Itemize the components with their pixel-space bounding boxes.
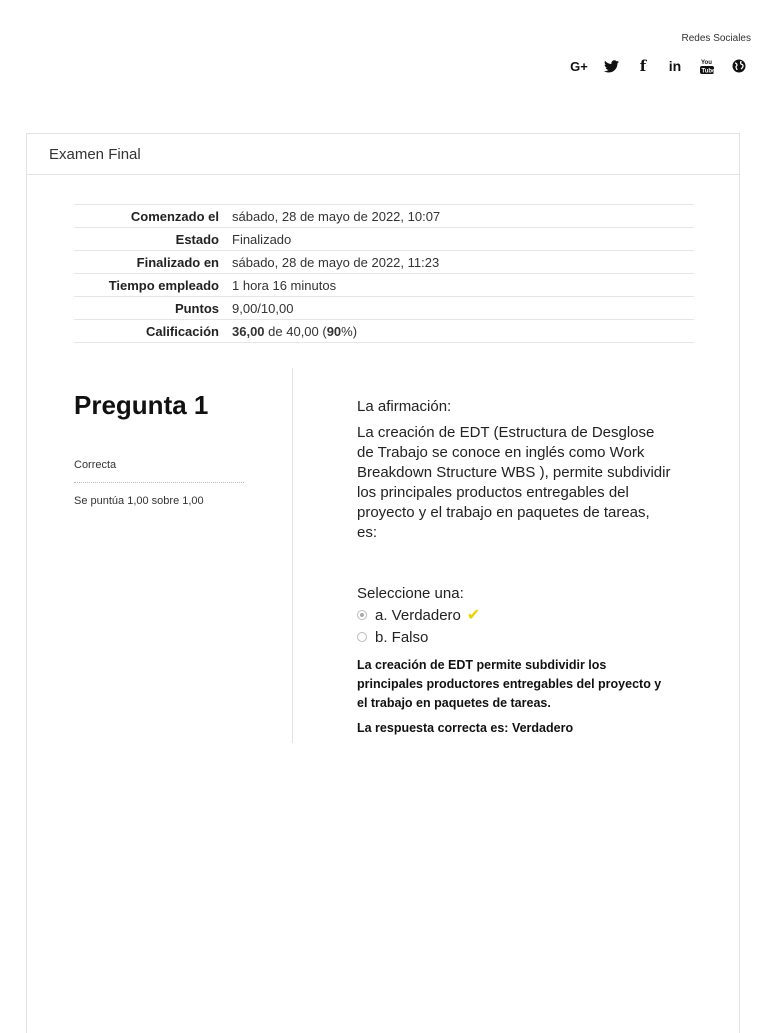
facebook-icon[interactable]: f <box>639 56 647 75</box>
summary-row <box>74 251 694 274</box>
exam-card <box>26 133 740 1033</box>
grade-value <box>227 320 694 343</box>
radio-unselected[interactable] <box>357 632 367 642</box>
summary-label: Comenzado el <box>130 208 219 224</box>
grade-of: de 40,00 ( <box>264 323 327 339</box>
grade-suffix: %) <box>341 323 358 339</box>
answer-label: a. Verdadero <box>375 606 461 624</box>
linkedin-icon[interactable]: in <box>668 58 682 74</box>
question-text: La creación de EDT (Estructura de Desglose de Trabajo se conoce en inglés como Work Breakdown Structure WBS ), permite subdividir los principales productos entregables del proyecto y el trabajo en paquetes de tareas, es: <box>357 424 671 541</box>
summary-row <box>74 205 694 228</box>
summary-value: Finalizado <box>232 231 292 247</box>
summary-row <box>74 228 694 251</box>
summary-row-grade <box>74 320 694 343</box>
social-icons <box>570 57 748 75</box>
question-title: Pregunta 1 <box>74 390 209 420</box>
summary-label: Finalizado en <box>136 254 219 270</box>
answer-feedback: La creación de EDT permite subdividir los principales productores entregables del proyecto y el trabajo en paquetes de tareas. <box>357 658 662 710</box>
svg-text:You: You <box>701 60 712 66</box>
question-info <box>74 368 293 743</box>
exam-title: Examen Final <box>27 134 739 175</box>
answer-label: b. Falso <box>375 628 429 646</box>
summary-label: Tiempo empleado <box>108 277 219 293</box>
question-content <box>357 398 672 735</box>
grade-score: 36,00 <box>232 323 265 339</box>
radio-selected[interactable] <box>357 610 367 620</box>
correct-answer: La respuesta correcta es: Verdadero <box>357 721 574 735</box>
answer-option-a[interactable] <box>357 604 672 626</box>
checkmark-icon: ✔ <box>466 607 481 624</box>
summary-label: Estado <box>175 231 219 247</box>
summary-value: 1 hora 16 minutos <box>232 277 337 293</box>
youtube-icon[interactable] <box>698 57 716 75</box>
exam-summary-table <box>74 204 694 343</box>
grade-percent: 90 <box>326 323 342 339</box>
question-grade: Se puntúa 1,00 sobre 1,00 <box>74 495 204 507</box>
answer-prompt: Seleccione una: <box>357 585 464 602</box>
svg-text:Tube: Tube <box>701 68 716 75</box>
globe-icon[interactable] <box>730 57 748 75</box>
answer-option-b[interactable] <box>357 626 672 648</box>
summary-row <box>74 297 694 320</box>
summary-value: sábado, 28 de mayo de 2022, 11:23 <box>232 254 440 270</box>
question-state: Correcta <box>74 459 244 483</box>
google-plus-icon[interactable]: G+ <box>570 58 588 74</box>
summary-value: 9,00/10,00 <box>232 300 294 316</box>
twitter-icon[interactable] <box>602 57 620 75</box>
summary-value: sábado, 28 de mayo de 2022, 10:07 <box>232 208 441 224</box>
summary-row <box>74 274 694 297</box>
summary-label: Puntos <box>174 300 219 316</box>
social-title: Redes Sociales <box>681 33 751 44</box>
grade-label: Calificación <box>146 323 219 339</box>
question-intro: La afirmación: <box>357 398 452 415</box>
